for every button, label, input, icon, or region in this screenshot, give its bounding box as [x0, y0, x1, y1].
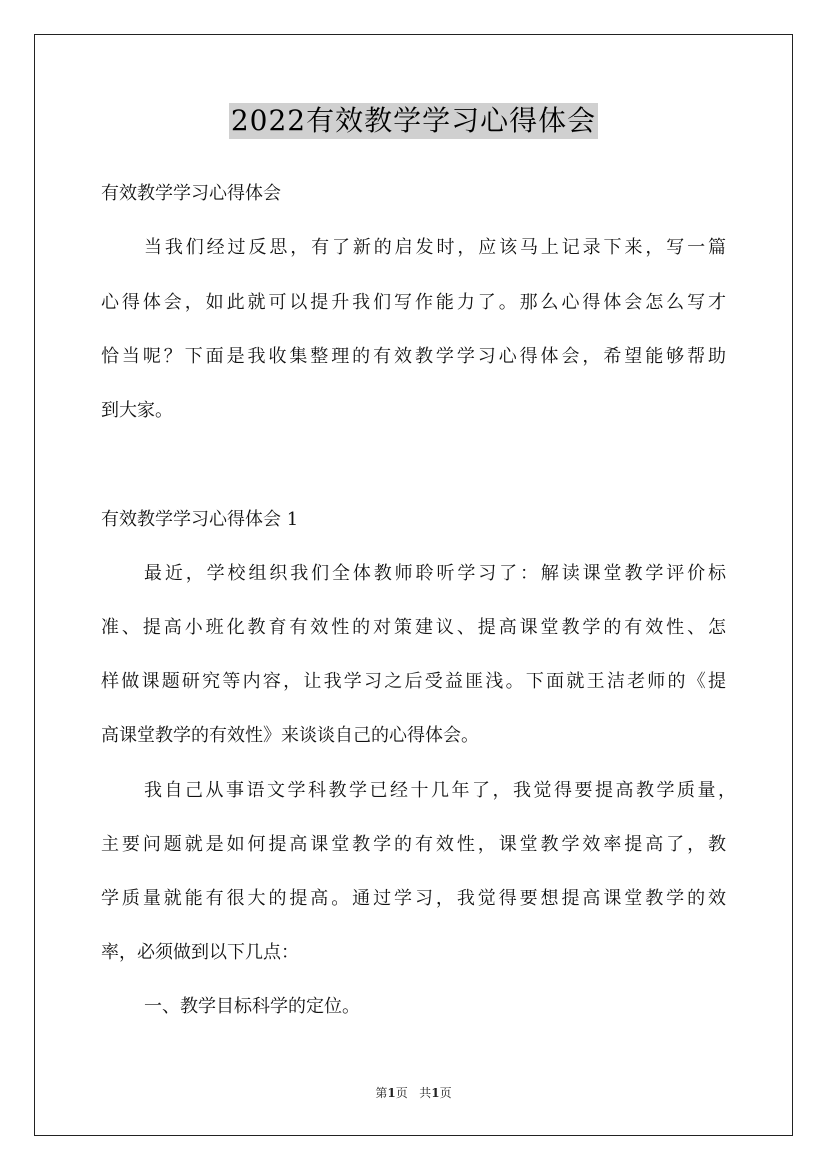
- intro-line-4: 到大家。: [101, 400, 173, 421]
- para2-line-1: 我自己从事语文学科教学已经十几年了，我觉得要提高教学质量，: [144, 780, 736, 801]
- intro-line-2: 心得体会，如此就可以提升我们写作能力了。那么心得体会怎么写才: [101, 292, 726, 313]
- page-footer: [0, 1085, 827, 1101]
- para1-line-3: 样做课题研究等内容，让我学习之后受益匪浅。下面就王洁老师的《提: [101, 671, 726, 692]
- point-1: 一、教学目标科学的定位。: [144, 996, 360, 1017]
- intro-heading: 有效教学学习心得体会: [101, 183, 281, 204]
- document-title: 2022有效教学学习心得体会: [230, 104, 597, 137]
- para1-line-2: 准、提高小班化教育有效性的对策建议、提高课堂教学的有效性、怎: [101, 617, 726, 638]
- para2-line-3: 学质量就能有很大的提高。通过学习，我觉得要想提高课堂教学的效: [101, 888, 726, 909]
- intro-line-1: 当我们经过反思，有了新的启发时，应该马上记录下来，写一篇: [144, 237, 726, 258]
- footer-page-prefix: 第: [375, 1086, 388, 1100]
- para2-line-2: 主要问题就是如何提高课堂教学的有效性，课堂教学效率提高了，教: [101, 834, 726, 855]
- footer-total-word: 页: [439, 1086, 452, 1100]
- footer-total-number: 1: [431, 1086, 440, 1100]
- section1-heading: 有效教学学习心得体会 1: [101, 509, 299, 530]
- intro-line-3: 恰当呢？下面是我收集整理的有效教学学习心得体会，希望能够帮助: [101, 346, 726, 367]
- para2-line-4: 率，必须做到以下几点：: [101, 942, 299, 963]
- title-wrap: [0, 103, 827, 139]
- para1-line-1: 最近，学校组织我们全体教师聆听学习了：解读课堂教学评价标: [144, 563, 726, 584]
- footer-page-number: 1: [387, 1086, 396, 1100]
- para1-line-4: 高课堂教学的有效性》来谈谈自己的心得体会。: [101, 725, 479, 746]
- footer-total-prefix: 共: [419, 1086, 432, 1100]
- footer-page-word: 页: [395, 1086, 408, 1100]
